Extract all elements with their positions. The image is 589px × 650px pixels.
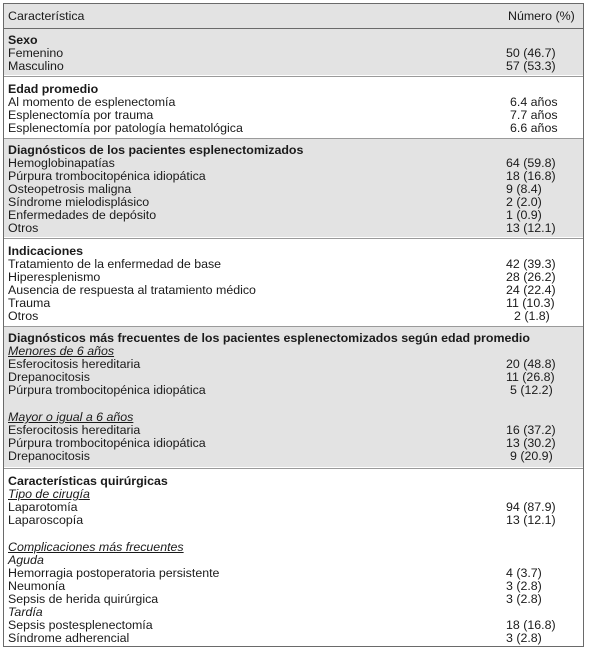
- row-label: Esferocitosis hereditaria: [8, 357, 141, 371]
- row-label: Otros: [8, 221, 39, 235]
- row-label: Sepsis de herida quirúrgica: [8, 592, 159, 606]
- table-header: [4, 4, 583, 29]
- section-band-sexo: [4, 29, 583, 75]
- row-label: Hemoglobinapatías: [8, 156, 115, 170]
- row-value: 6.6 años: [510, 121, 558, 135]
- row-value: 3 (2.8): [506, 592, 542, 606]
- row-value: 50 (46.7): [506, 46, 556, 60]
- row-value: 57 (53.3): [506, 59, 556, 73]
- section-separator: [4, 238, 583, 239]
- row-value: 11 (10.3): [506, 296, 555, 310]
- header-characteristic: Característica: [8, 9, 85, 23]
- row-label: Laparoscopía: [8, 513, 84, 527]
- subsection-title-menores: Menores de 6 años: [8, 344, 115, 358]
- row-value: 42 (39.3): [506, 257, 556, 271]
- row-label: Femenino: [8, 46, 64, 60]
- row-value: 3 (2.8): [506, 579, 542, 593]
- row-value: 11 (26.8): [506, 370, 555, 384]
- row-value: 16 (37.2): [506, 423, 556, 437]
- row-label: Esplenectomía por patología hematológica: [8, 121, 243, 135]
- row-label: Trauma: [8, 296, 51, 310]
- row-value: 20 (48.8): [506, 357, 556, 371]
- row-label: Púrpura trombocitopénica idiopática: [8, 383, 206, 397]
- row-label: Síndrome mielodisplásico: [8, 195, 150, 209]
- row-value: 18 (16.8): [506, 169, 556, 183]
- section-separator: [4, 468, 583, 469]
- row-label: Enfermedades de depósito: [8, 208, 157, 222]
- subsection-title-mayores: Mayor o igual a 6 años: [8, 410, 134, 424]
- row-value: 3 (2.8): [506, 631, 542, 645]
- row-value: 18 (16.8): [506, 618, 556, 632]
- section-title-frecuentes: Diagnósticos más frecuentes de los pacientes esplenectomizados según edad promedio: [8, 331, 530, 345]
- row-value: 94 (87.9): [506, 500, 556, 514]
- row-label: Hemorragia postoperatoria persistente: [8, 566, 220, 580]
- row-value: 13 (30.2): [506, 436, 556, 450]
- row-label: Hiperesplenismo: [8, 270, 101, 284]
- row-value: 6.4 años: [510, 95, 558, 109]
- row-label: Púrpura trombocitopénica idiopática: [8, 169, 206, 183]
- row-label: Neumonía: [8, 579, 66, 593]
- section-separator: [4, 76, 583, 77]
- row-label: Drepanocitosis: [8, 370, 90, 384]
- row-label: Ausencia de respuesta al tratamiento médico: [8, 283, 256, 297]
- row-label: Tratamiento de la enfermedad de base: [8, 257, 222, 271]
- row-value: 2 (2.0): [506, 195, 542, 209]
- row-label: Sepsis postesplenectomía: [8, 618, 153, 632]
- subgroup-title-aguda: Aguda: [8, 553, 44, 567]
- row-value: 9 (20.9): [510, 449, 553, 463]
- row-value: 28 (26.2): [506, 270, 556, 284]
- section-title-edad: Edad promedio: [8, 82, 99, 96]
- row-value: 5 (12.2): [510, 383, 553, 397]
- row-value: 64 (59.8): [506, 156, 556, 170]
- row-label: Otros: [8, 309, 39, 323]
- subsection-title-complicaciones: Complicaciones más frecuentes: [8, 540, 184, 554]
- row-value: 13 (12.1): [506, 513, 556, 527]
- row-label: Drepanocitosis: [8, 449, 90, 463]
- section-title-indicaciones: Indicaciones: [8, 244, 84, 258]
- row-label: Púrpura trombocitopénica idiopática: [8, 436, 206, 450]
- row-label: Laparotomía: [8, 500, 78, 514]
- row-value: 2 (1.8): [514, 309, 550, 323]
- subgroup-title-tardia: Tardía: [8, 605, 43, 619]
- row-value: 7.7 años: [510, 108, 558, 122]
- characteristics-table: [3, 3, 584, 647]
- row-value: 9 (8.4): [506, 182, 542, 196]
- row-label: Síndrome adherencial: [8, 631, 130, 645]
- row-label: Esplenectomía por trauma: [8, 108, 154, 122]
- row-value: 4 (3.7): [506, 566, 542, 580]
- row-label: Al momento de esplenectomía: [8, 95, 176, 109]
- row-label: Masculino: [8, 59, 64, 73]
- row-value: 1 (0.9): [506, 208, 542, 222]
- section-title-quirurgicas: Características quirúrgicas: [8, 474, 168, 488]
- row-label: Esferocitosis hereditaria: [8, 423, 141, 437]
- section-title-sexo: Sexo: [8, 33, 38, 47]
- row-value: 13 (12.1): [506, 221, 556, 235]
- row-label: Osteopetrosis maligna: [8, 182, 132, 196]
- header-number-percent: Número (%): [508, 9, 575, 23]
- subsection-title-tipo: Tipo de cirugía: [8, 487, 90, 501]
- section-title-diagnosticos: Diagnósticos de los pacientes esplenectomizados: [8, 143, 304, 157]
- row-value: 24 (22.4): [506, 283, 556, 297]
